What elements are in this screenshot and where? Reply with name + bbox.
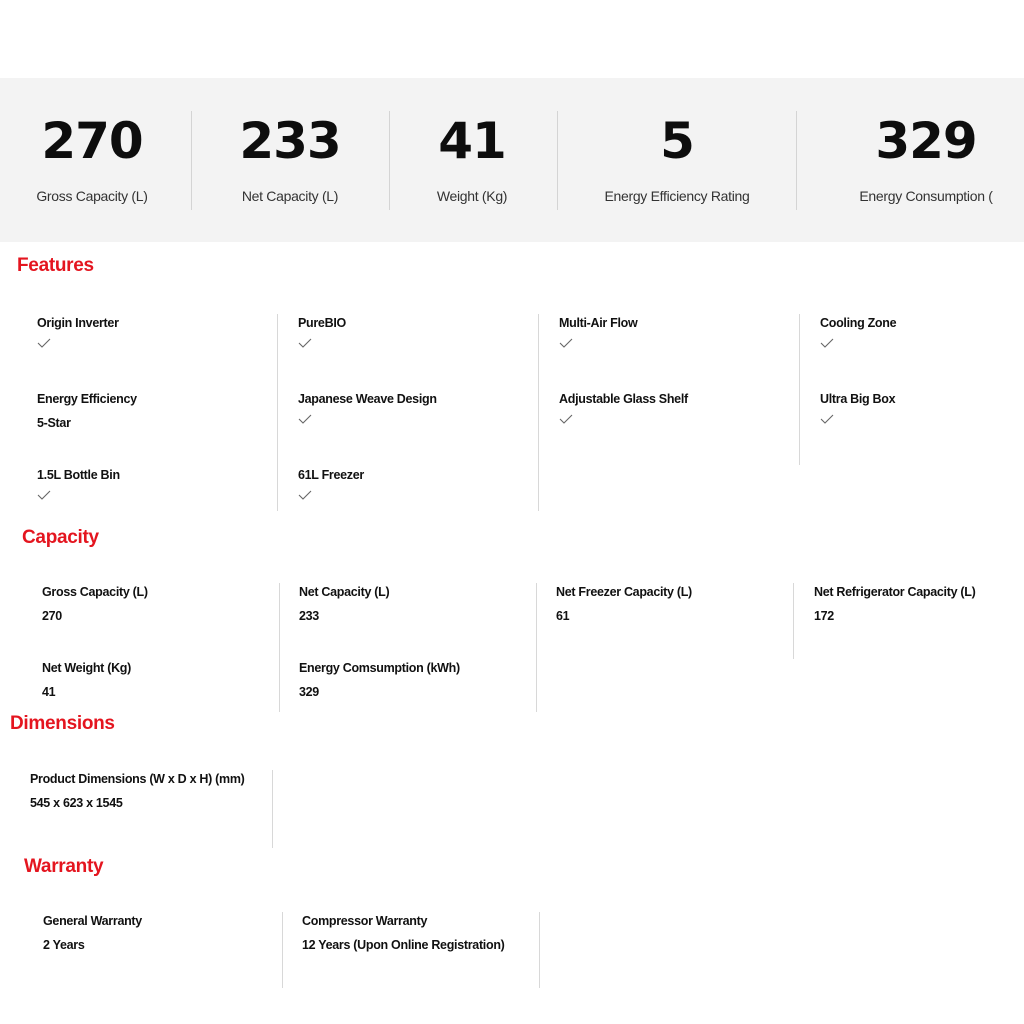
feature-japanese-weave-design	[298, 391, 437, 425]
dimensions-product	[30, 771, 245, 811]
check-icon	[820, 337, 834, 349]
spec-value: 329	[299, 685, 319, 699]
check-icon	[559, 413, 573, 425]
spec-label: Compressor Warranty	[302, 914, 428, 928]
feature-adjustable-glass-shelf	[559, 391, 688, 425]
capacity-energy-consumption	[299, 660, 460, 700]
spec-label: Net Refrigerator Capacity (L)	[814, 585, 976, 599]
feature-label: Cooling Zone	[820, 316, 897, 330]
column-divider	[279, 583, 280, 712]
column-divider	[282, 912, 283, 988]
stat-label: Energy Efficiency Rating	[604, 188, 750, 204]
capacity-gross	[42, 584, 148, 624]
stat-divider	[191, 111, 192, 210]
check-icon	[298, 413, 312, 425]
spec-label: General Warranty	[43, 914, 142, 928]
spec-label: Energy Comsumption (kWh)	[299, 661, 460, 675]
features-title: Features	[17, 255, 94, 276]
feature-origin-inverter	[37, 315, 119, 349]
feature-label: 1.5L Bottle Bin	[37, 468, 120, 482]
stat-label: Energy Consumption (	[859, 188, 993, 204]
feature-ultra-big-box	[820, 391, 895, 425]
column-divider	[539, 912, 540, 988]
feature-bottle-bin	[37, 467, 120, 501]
check-icon	[298, 489, 312, 501]
stat-value: 5	[660, 112, 694, 170]
spec-value: 61	[556, 609, 570, 623]
spec-value: 545 x 623 x 1545	[30, 796, 123, 810]
capacity-net-freezer	[556, 584, 692, 624]
column-divider	[277, 314, 278, 511]
spec-label: Gross Capacity (L)	[42, 585, 148, 599]
stat-value: 233	[239, 112, 341, 170]
feature-energy-efficiency	[37, 391, 137, 431]
stat-divider	[557, 111, 558, 210]
stat-value: 270	[41, 112, 143, 170]
feature-label: Japanese Weave Design	[298, 392, 437, 406]
spec-label: Net Weight (Kg)	[42, 661, 132, 675]
stat-label: Gross Capacity (L)	[36, 188, 148, 204]
capacity-net-weight	[42, 660, 131, 700]
column-divider	[272, 770, 273, 848]
stat-energy-consumption	[826, 110, 1024, 210]
warranty-title: Warranty	[24, 856, 104, 877]
warranty-compressor	[302, 913, 505, 953]
stat-gross-capacity	[28, 110, 156, 210]
check-icon	[298, 337, 312, 349]
spec-value: 41	[42, 685, 56, 699]
feature-cooling-zone	[820, 315, 896, 349]
capacity-title: Capacity	[22, 527, 99, 548]
spec-label: Product Dimensions (W x D x H) (mm)	[30, 772, 245, 786]
column-divider	[536, 583, 537, 712]
feature-freezer	[298, 467, 364, 501]
stat-label: Weight (Kg)	[436, 188, 508, 204]
spec-value: 12 Years (Upon Online Registration)	[302, 938, 505, 952]
dimensions-title: Dimensions	[10, 713, 115, 734]
check-icon	[37, 337, 51, 349]
stat-energy-rating	[592, 110, 762, 210]
feature-label: PureBIO	[298, 316, 346, 330]
key-stats-band	[0, 78, 1024, 242]
feature-label: Energy Efficiency	[37, 392, 137, 406]
check-icon	[559, 337, 573, 349]
capacity-net	[299, 584, 389, 624]
check-icon	[37, 489, 51, 501]
spec-label: Net Capacity (L)	[299, 585, 390, 599]
stat-net-capacity	[228, 110, 352, 210]
feature-label: Multi-Air Flow	[559, 316, 638, 330]
feature-label: Origin Inverter	[37, 316, 119, 330]
feature-purebio	[298, 315, 346, 349]
feature-label: Ultra Big Box	[820, 392, 896, 406]
feature-label: 61L Freezer	[298, 468, 364, 482]
capacity-net-refrigerator	[814, 584, 975, 624]
column-divider	[799, 314, 800, 465]
spec-value: 172	[814, 609, 834, 623]
stat-divider	[389, 111, 390, 210]
stat-value: 41	[438, 112, 506, 170]
spec-value: 270	[42, 609, 62, 623]
spec-value: 233	[299, 609, 319, 623]
column-divider	[793, 583, 794, 659]
feature-multi-air-flow	[559, 315, 637, 349]
stat-weight	[424, 110, 520, 210]
spec-label: Net Freezer Capacity (L)	[556, 585, 692, 599]
check-icon	[820, 413, 834, 425]
spec-value: 2 Years	[43, 938, 85, 952]
stat-divider	[796, 111, 797, 210]
warranty-general	[43, 913, 142, 953]
column-divider	[538, 314, 539, 511]
stat-label: Net Capacity (L)	[241, 188, 339, 204]
feature-label: Adjustable Glass Shelf	[559, 392, 688, 406]
feature-value: 5-Star	[37, 416, 71, 430]
stat-value: 329	[875, 112, 977, 170]
